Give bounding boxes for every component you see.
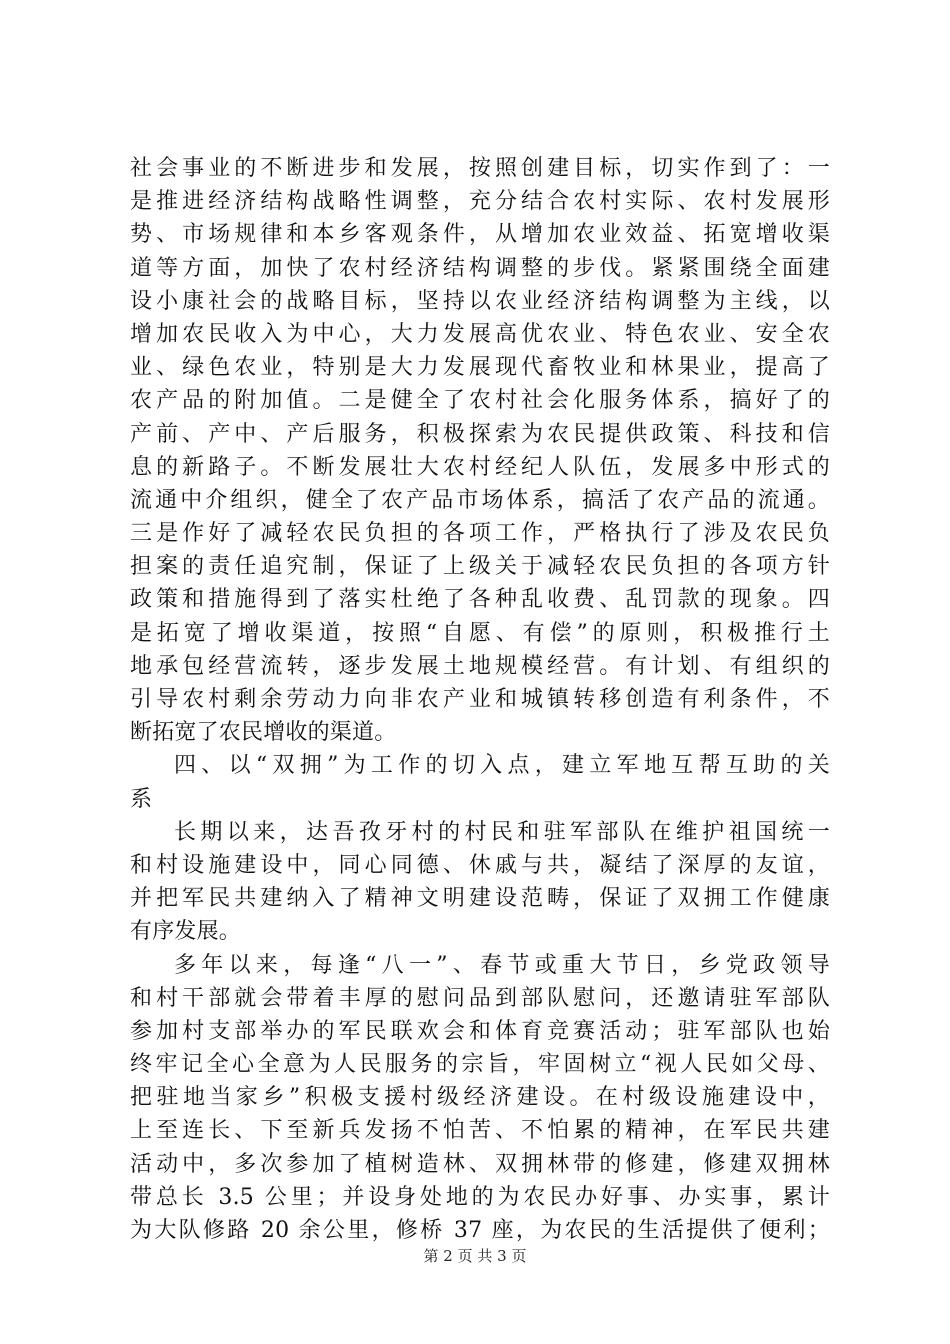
- text-line: 是拓宽了增收渠道，按照“自愿、有偿”的原则，积极推行土: [130, 620, 830, 646]
- text-line: 带总长 3.5 公里；并设身处地的为农民办好事、办实事，累计: [130, 1184, 830, 1210]
- text-line: 流通中介组织，健全了农产品市场体系，搞活了农产品的流通。: [130, 487, 830, 513]
- text-line: 为大队修路 20 余公里，修桥 37 座，为农民的生活提供了便利；: [130, 1218, 830, 1243]
- text-line: 参加村支部举办的军民联欢会和体育竞赛活动；驻军部队也始: [130, 1018, 830, 1044]
- text-line: 三是作好了减轻农民负担的各项工作，严格执行了涉及农民负: [130, 521, 830, 547]
- text-line: 和村干部就会带着丰厚的慰问品到部队慰问，还邀请驻军部队: [130, 985, 830, 1011]
- text-line: 上至连长、下至新兵发扬不怕苦、不怕累的精神，在军民共建: [130, 1118, 830, 1144]
- text-line: 引导农村剩余劳动力向非农产业和城镇转移创造有利条件，不: [130, 687, 830, 712]
- text-line: 地承包经营流转，逐步发展土地规模经营。有计划、有组织的: [130, 653, 830, 679]
- page-number-footer: 第 2 页 共 3 页: [423, 1247, 527, 1265]
- text-line: 息的新路子。不断发展壮大农村经纪人队伍，发展多中形式的: [130, 454, 830, 480]
- text-line: 活动中，多次参加了植树造林、双拥林带的修建，修建双拥林: [130, 1151, 830, 1177]
- text-line: 并把军民共建纳入了精神文明建设范畴，保证了双拥工作健康: [130, 886, 830, 912]
- text-line: 势、市场规律和本乡客观条件，从增加农业效益、拓宽增收渠: [130, 222, 830, 248]
- text-line: 是推进经济结构战略性调整，充分结合农村实际、农村发展形: [130, 189, 830, 215]
- text-line: 多年以来，每逢“八一”、春节或重大节日，乡党政领导: [174, 952, 830, 978]
- text-line: 担案的责任追究制，保证了上级关于减轻农民负担的各项方针: [130, 554, 830, 580]
- text-line: 四、以“双拥”为工作的切入点，建立军地互帮互助的关: [174, 753, 830, 779]
- text-line: 把驻地当家乡”积极支援村级经济建设。在村级设施建设中，: [130, 1085, 830, 1111]
- text-line: 政策和措施得到了落实杜绝了各种乱收费、乱罚款的现象。四: [130, 587, 830, 613]
- text-line: 长期以来，达吾孜牙村的村民和驻军部队在维护祖国统一: [174, 819, 830, 845]
- text-line: 增加农民收入为中心，大力发展高优农业、特色农业、安全农: [130, 321, 830, 347]
- text-line: 系: [130, 786, 153, 812]
- body-text: [130, 152, 830, 1247]
- text-line: 设小康社会的战略目标，坚持以农业经济结构调整为主线，以: [130, 288, 830, 314]
- text-line: 业、绿色农业，特别是大力发展现代畜牧业和林果业，提高了: [130, 355, 830, 381]
- text-line: 道等方面，加快了农村经济结构调整的步伐。紧紧围绕全面建: [130, 255, 830, 281]
- text-line: 社会事业的不断进步和发展，按照创建目标，切实作到了：一: [130, 156, 830, 181]
- text-line: 有序发展。: [130, 919, 242, 945]
- text-line: 终牢记全心全意为人民服务的宗旨，牢固树立“视人民如父母、: [130, 1052, 830, 1078]
- text-line: 产前、产中、产后服务，积极探索为农民提供政策、科技和信: [130, 421, 830, 447]
- text-line: 断拓宽了农民增收的渠道。: [130, 720, 397, 746]
- text-line: 和村设施建设中，同心同德、休戚与共，凝结了深厚的友谊，: [130, 852, 830, 878]
- text-line: 农产品的附加值。二是健全了农村社会化服务体系，搞好了的: [130, 388, 830, 414]
